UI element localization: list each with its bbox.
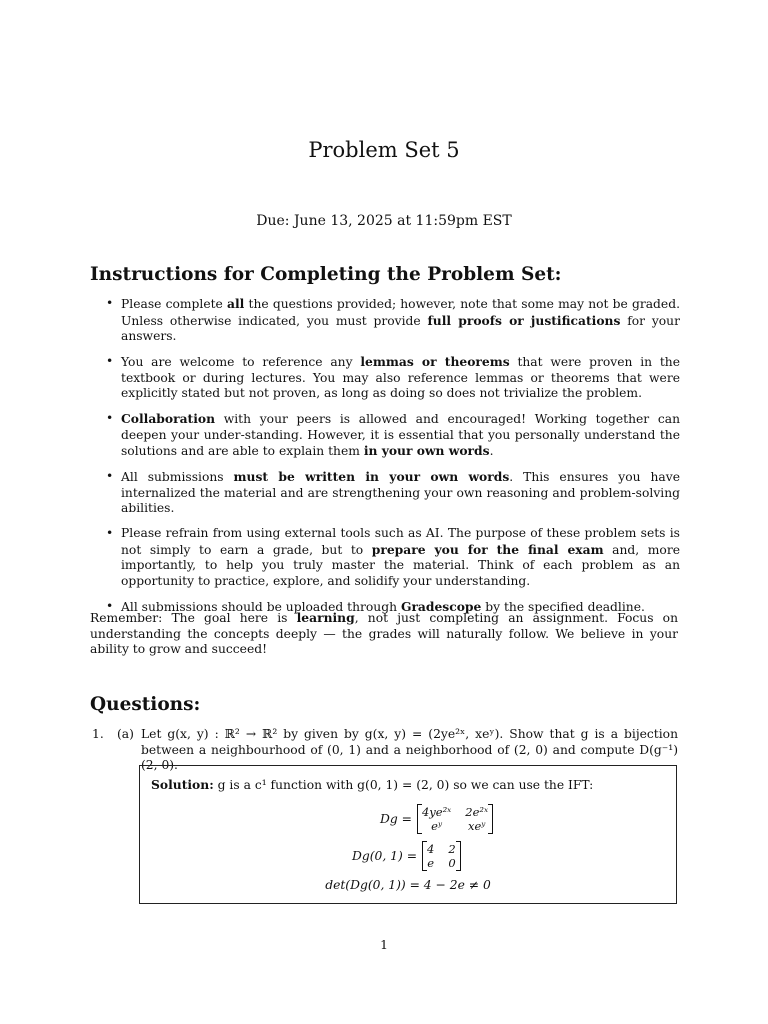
instruction-text: Please complete [121,297,228,311]
instruction-emphasis: must be written in your own words [233,469,510,484]
question-number: 1. [92,727,104,741]
instruction-text: All submissions should be uploaded through [121,599,401,614]
matrix-cell: 0 [448,856,456,870]
instruction-emphasis: full proofs or justifications [427,312,621,328]
instruction-text: that were proven in the textbook or during lectures. You may also reference lemmas or theorems that were explicitly stated but not proven, as long as doing so does not trivialize the problem. [121,355,680,400]
instruction-text: . [489,444,494,458]
remember-bold: learning [296,610,355,625]
instruction-text: and, more importantly, to help you truly master the material. Think of each problem as an opportunity to practice, explore, and solidify your understanding. [121,542,680,588]
solution-intro [151,777,593,792]
instruction-item [90,469,680,517]
solution-box [139,765,677,904]
instructions-heading: Instructions for Completing the Problem Set: [90,264,562,285]
matrix-dg [417,804,493,834]
instruction-emphasis: lemmas or theorems [360,354,510,369]
instruction-item [90,411,680,460]
instruction-text: . This ensures you have internalized the material and are strengthening your own reasoning and problem-solving abilities. [121,470,680,515]
matrix-dg01 [422,841,461,871]
instructions-list [90,296,680,625]
matrix-cell: 4ye²ˣ [421,805,452,819]
instruction-text: You are welcome to reference any [121,355,361,369]
instruction-text: All submissions [121,470,234,484]
instruction-item [90,296,680,345]
remember-post: , not just completing an assignment. Focus on understanding the concepts deeply — the grades will naturally follow. We believe in your ability to grow and succeed! [90,611,678,656]
equation-dg01-lhs: Dg(0, 1) = [352,849,418,863]
instruction-text: by the specified deadline. [481,599,645,614]
equation-dg [380,804,493,834]
instruction-item [90,526,680,589]
remember-paragraph [90,610,678,658]
matrix-cell: 2 [448,842,456,856]
instruction-emphasis: Gradescope [400,598,482,614]
matrix-cell: 2e²ˣ [465,805,489,819]
equation-dg01 [352,841,461,871]
questions-heading: Questions: [90,694,201,715]
equation-determinant: det(Dg(0, 1)) = 4 − 2e ≠ 0 [325,878,491,892]
matrix-cell: eʸ [431,819,443,833]
matrix-cell: xeʸ [467,819,486,833]
question-part: (a) [117,727,134,741]
instruction-emphasis: all [227,296,245,311]
instruction-item [90,354,680,402]
instruction-emphasis: prepare you for the final exam [371,541,604,557]
solution-label: Solution: [151,777,214,792]
remember-pre: Remember: The goal here is [90,611,297,625]
solution-text: g is a c¹ function with g(0, 1) = (2, 0) so we can use the IFT: [217,778,594,792]
due-date: Due: June 13, 2025 at 11:59pm EST [256,213,512,229]
instruction-text: with your peers is allowed and encouraged! Working together can deepen your under-standing. However, it is essential that you personally understand the solutions and are able to explain them [121,412,680,458]
instruction-text: the questions provided; however, note that some may not be graded. Unless otherwise indicated, you must provide [121,297,680,328]
instruction-emphasis: in your own words [363,443,490,458]
matrix-cell: 4 [427,842,435,856]
instruction-emphasis: Collaboration [121,411,216,426]
instruction-text: Please refrain from using external tools such as AI. The purpose of these problem sets is not simply to earn a grade, but to [121,526,680,557]
question-text: Let g(x, y) : ℝ² → ℝ² by given by g(x, y) = (2ye²ˣ, xeʸ). Show that g is a bijection between a neighbourhood of (0, 1) and a neighborhood of (2, 0) and compute D(g⁻¹)(2, 0). [141,727,678,772]
equation-dg-lhs: Dg = [380,812,412,826]
matrix-cell: e [427,856,435,870]
instruction-text: for your answers. [121,313,680,343]
page-title: Problem Set 5 [308,138,460,162]
page-number: 1 [380,938,388,952]
